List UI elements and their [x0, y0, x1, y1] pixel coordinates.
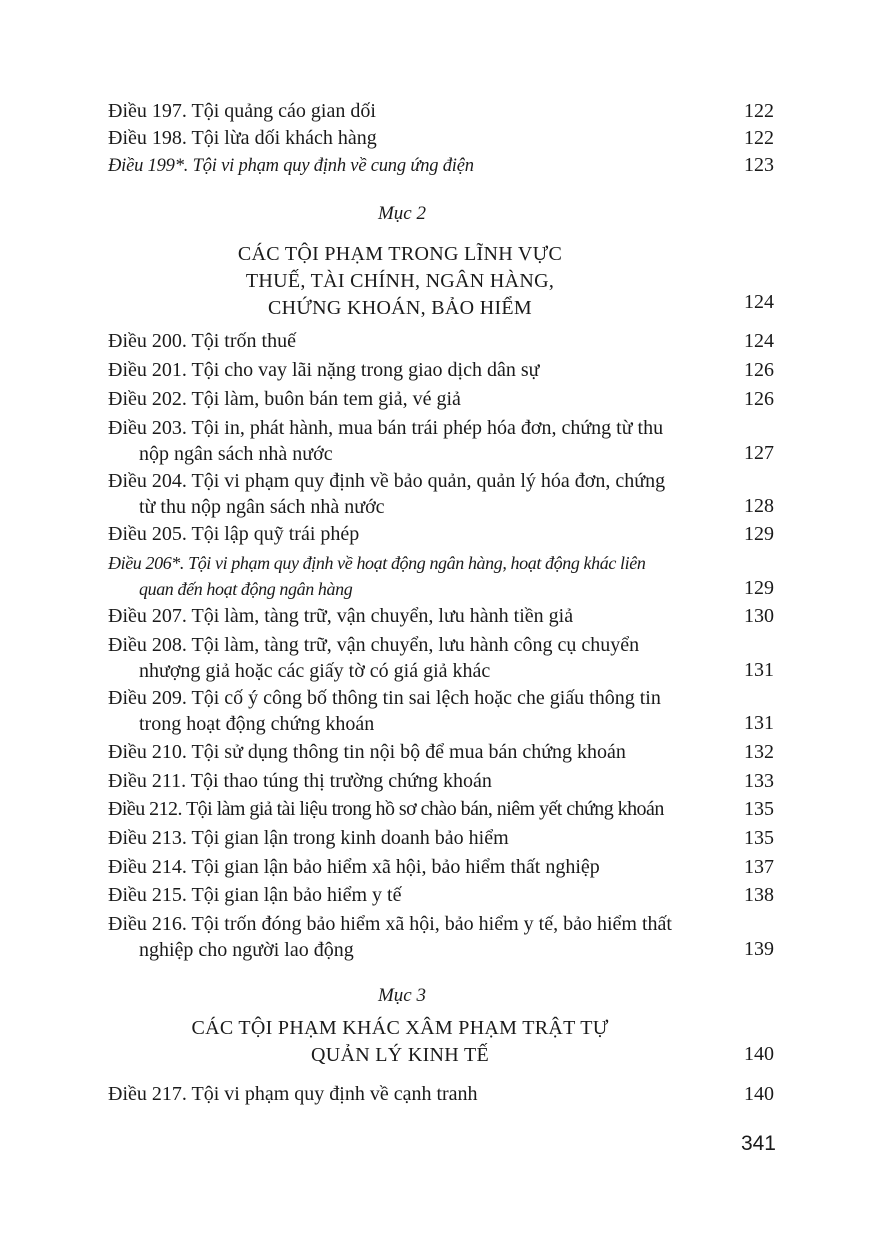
toc-page-number: 135 [744, 827, 774, 849]
toc-page-number: 133 [744, 770, 774, 792]
toc-entry-197: Điều 197. Tội quảng cáo gian dối [108, 100, 376, 122]
toc-entry-202: Điều 202. Tội làm, buôn bán tem giả, vé giả [108, 388, 461, 410]
toc-page-number: 129 [744, 523, 774, 545]
toc-page-number: 129 [744, 577, 774, 599]
section-heading-line: CÁC TỘI PHẠM TRONG LĨNH VỰC [237, 243, 563, 265]
toc-entry-217: Điều 217. Tội vi phạm quy định về cạnh tranh [108, 1083, 478, 1105]
toc-page-number: 126 [744, 359, 774, 381]
section-page-number: 124 [744, 291, 774, 313]
toc-entry-206: Điều 206*. Tội vi phạm quy định về hoạt động ngân hàng, hoạt động khác liên quan đến hoạt động ngân hàng [108, 553, 646, 599]
toc-page-number: 126 [744, 388, 774, 410]
toc-entry-212: Điều 212. Tội làm giả tài liệu trong hồ sơ chào bán, niêm yết chứng khoán [108, 798, 664, 820]
section-heading-line: THUẾ, TÀI CHÍNH, NGÂN HÀNG, [245, 270, 555, 292]
toc-page-number: 139 [744, 938, 774, 960]
toc-page-number: 137 [744, 856, 774, 878]
toc-page-number: 122 [744, 127, 774, 149]
toc-entry-209: Điều 209. Tội cố ý công bố thông tin sai lệch hoặc che giấu thông tin trong hoạt động chứng khoán [108, 687, 661, 735]
toc-page-number: 140 [744, 1083, 774, 1105]
toc-page-number: 122 [744, 100, 774, 122]
section-page-number: 140 [744, 1043, 774, 1065]
toc-entry-215: Điều 215. Tội gian lận bảo hiểm y tế [108, 884, 402, 906]
section-heading-line: CHỨNG KHOÁN, BẢO HIỂM [267, 297, 533, 319]
toc-page-number: 131 [744, 659, 774, 681]
toc-page-number: 135 [744, 798, 774, 820]
toc-entry-208: Điều 208. Tội làm, tàng trữ, vận chuyển, lưu hành công cụ chuyển nhượng giả hoặc các giấy tờ có giá giả khác [108, 634, 640, 682]
toc-entry-211: Điều 211. Tội thao túng thị trường chứng khoán [108, 770, 492, 792]
toc-entry-207: Điều 207. Tội làm, tàng trữ, vận chuyển, lưu hành tiền giả [108, 605, 574, 627]
section-label-muc-3: Mục 3 [377, 985, 426, 1006]
section-label-muc-2: Mục 2 [377, 203, 426, 224]
toc-entry-203: Điều 203. Tội in, phát hành, mua bán trái phép hóa đơn, chứng từ thu nộp ngân sách nhà nước [108, 417, 664, 465]
toc-page-number: 138 [744, 884, 774, 906]
toc-entry-200: Điều 200. Tội trốn thuế [108, 330, 296, 352]
toc-entry-199: Điều 199*. Tội vi phạm quy định về cung ứng điện [108, 156, 474, 176]
toc-page-number: 124 [744, 330, 774, 352]
toc-entry-210: Điều 210. Tội sử dụng thông tin nội bộ để mua bán chứng khoán [108, 741, 626, 763]
toc-entry-205: Điều 205. Tội lập quỹ trái phép [108, 523, 360, 545]
toc-entry-204: Điều 204. Tội vi phạm quy định về bảo quản, quản lý hóa đơn, chứng từ thu nộp ngân sách nhà nước [108, 470, 666, 518]
section-heading-line: CÁC TỘI PHẠM KHÁC XÂM PHẠM TRẬT TỰ [191, 1017, 609, 1039]
toc-entry-216: Điều 216. Tội trốn đóng bảo hiểm xã hội, bảo hiểm y tế, bảo hiểm thất nghiệp cho người lao động [108, 913, 672, 961]
toc-page-number: 128 [744, 495, 774, 517]
toc-entry-214: Điều 214. Tội gian lận bảo hiểm xã hội, bảo hiểm thất nghiệp [108, 856, 600, 878]
toc-page-number: 132 [744, 741, 774, 763]
toc-page-number: 127 [744, 442, 774, 464]
toc-entry-198: Điều 198. Tội lừa dối khách hàng [108, 127, 377, 149]
section-heading-line: QUẢN LÝ KINH TẾ [311, 1044, 489, 1066]
toc-page-number: 123 [744, 154, 774, 176]
toc-page-number: 131 [744, 712, 774, 734]
toc-entry-213: Điều 213. Tội gian lận trong kinh doanh bảo hiểm [108, 827, 509, 849]
toc-entry-201: Điều 201. Tội cho vay lãi nặng trong giao dịch dân sự [108, 359, 540, 381]
page-folio-number: 341 [740, 1132, 776, 1155]
toc-page-number: 130 [744, 605, 774, 627]
